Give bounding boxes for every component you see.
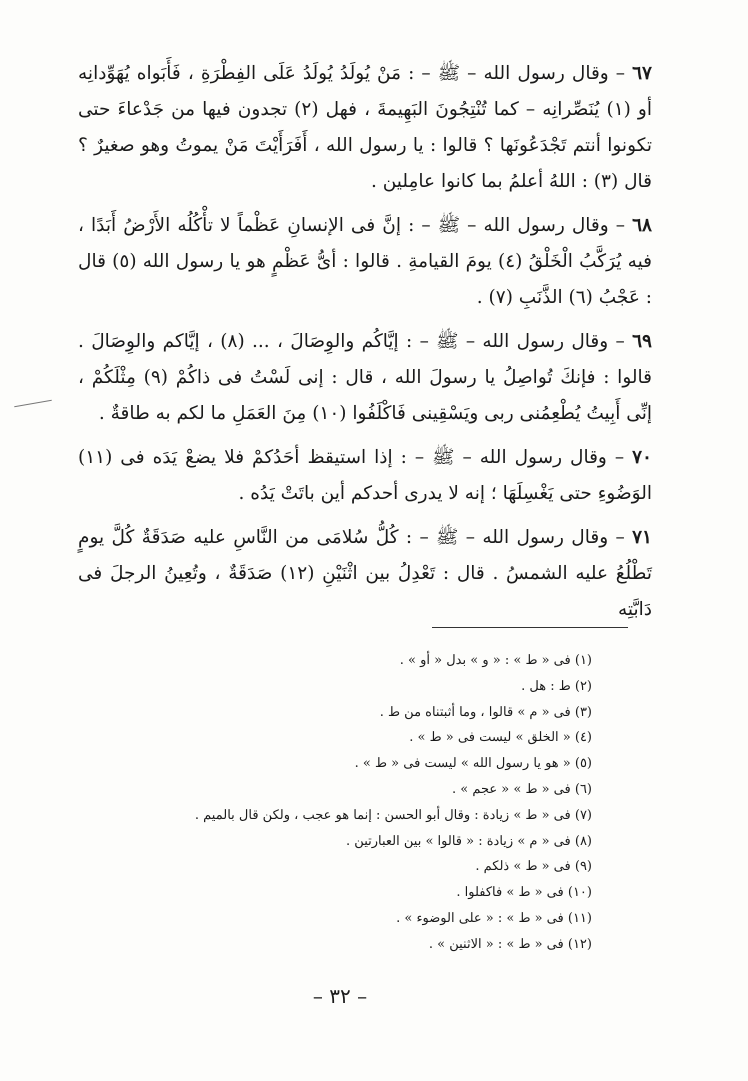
- hadith-number: ٦٧: [632, 63, 652, 84]
- footnote-5: (٥) « هو يا رسول الله » ليست فى « ط » .: [354, 756, 592, 772]
- hadith-text: – وقال رسول الله – ﷺ – : مَنْ يُولَدُ يُولَدُ عَلَى الفِطْرَةِ ، فَأَبَواه يُهَوِّدانِه أو (١) يُنَصِّرانِه – كما تُنْتِجُونَ البَهِيمةَ ، فهل (٢) تجدون فيها من جَدْعاءَ حتى تكونوا أنتم تَجْدَعُونَها ؟ قالوا : يا رسول الله ، أَفَرَأَيْتَ مَنْ يموتُ وهو صغيرٌ ؟ قال (٣) : اللهُ أعلمُ بما كانوا عامِلين .: [78, 63, 652, 192]
- hadith-number: ٦٨: [632, 215, 652, 236]
- hadith-68: [78, 208, 652, 316]
- footnote-list: [100, 648, 592, 958]
- hadith-number: ٧١: [632, 527, 652, 548]
- footnote-4: (٤) « الخلق » ليست فى « ط » .: [409, 730, 592, 746]
- hadith-text: – وقال رسول الله – ﷺ – : إيَّاكُم والوِصَالَ ، ... (٨) ، إيَّاكم والوِصَالَ . قالوا : فإنكَ تُواصِلُ يا رسولَ الله ، قال : إنى لَسْتُ فى ذاكُمْ (٩) مِثْلَكُمْ ، إنِّى أَبِيتُ يُطْعِمُنى ربى ويَسْقِينى فَاكْلَفُوا (١٠) مِنَ العَمَلِ ما لكم به طاقةٌ .: [78, 331, 652, 424]
- hadith-71: [78, 520, 652, 628]
- hadith-number: ٦٩: [632, 331, 652, 352]
- footnote-6: (٦) فى « ط » « عجم » .: [451, 781, 592, 797]
- footnote-8: (٨) فى « م » زيادة : « قالوا » بين العبارتين .: [346, 833, 592, 849]
- footnote-9: (٩) فى « ط » ذلكم .: [475, 859, 592, 875]
- page-number: – ٣٢ –: [312, 984, 368, 1008]
- hadith-69: [78, 324, 652, 432]
- footnote-7: (٧) فى « ط » زيادة : وقال أبو الحسن : إنما هو عجب ، ولكن قال بالميم .: [194, 807, 592, 823]
- footnote-1: (١) فى « ط » : « و » بدل « أو » .: [399, 653, 592, 668]
- hadith-text: – وقال رسول الله – ﷺ – : كُلُّ سُلامَى من النَّاسِ عليه صَدَقَةٌ كُلَّ يومٍ تَطْلُعُ عليه الشمسُ . قال : تَعْدِلُ بين اثْنَيْنِ (١٢) صَدَقَةٌ ، وتُعِينُ الرجلَ فى دَابَّتِه: [78, 527, 653, 620]
- hadith-list: [78, 56, 652, 636]
- footnote-separator: [432, 627, 628, 628]
- hadith-text: – وقال رسول الله – ﷺ – : إذا استيقظ أحَدُكمْ فلا يضعْ يَدَه فى (١١) الوَضُوءِ حتى يَغْسِلَهَا ؛ إنه لا يدرى أحدكم أين باتَتْ يَدُه .: [78, 447, 652, 504]
- footnote-11: (١١) فى « ط » : « على الوضوء » .: [396, 910, 592, 926]
- footnote-10: (١٠) فى « ط » فاكفلوا .: [456, 885, 592, 901]
- hadith-text: – وقال رسول الله – ﷺ – : إنَّ فى الإنسانِ عَظْماً لا تأْكُلُه الأَرْضُ أَبَدًا ، فيه يُرَكَّبُ الْخَلْقُ (٤) يومَ القيامةِ . قالوا : أىُّ عَظْمٍ هو يا رسول الله (٥) قال : عَجْبُ (٦) الذَّنَبِ (٧) .: [78, 215, 652, 308]
- margin-pen-mark: [14, 400, 52, 408]
- footnote-2: (٢) ط : هل .: [521, 678, 592, 694]
- hadith-67: [78, 56, 652, 200]
- footnote-3: (٣) فى « م » قالوا ، وما أثبتناه من ط .: [379, 704, 592, 720]
- footnote-12: (١٢) فى « ط » : « الاثنين » .: [428, 936, 592, 952]
- hadith-70: [78, 440, 652, 512]
- hadith-number: ٧٠: [632, 447, 652, 468]
